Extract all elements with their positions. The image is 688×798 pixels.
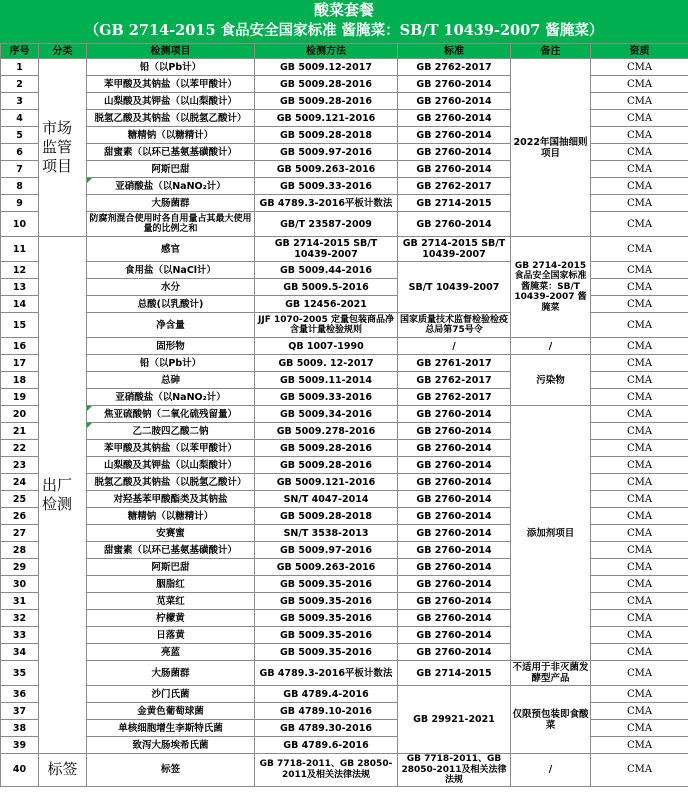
- qualification-cell: CMA: [591, 423, 688, 440]
- qualification-cell: CMA: [591, 457, 688, 474]
- standard-cell: GB 7718-2011、GB 28050-2011及相关法律法规: [398, 754, 511, 787]
- test-method-cell: GB 4789.6-2016: [255, 737, 398, 754]
- test-item-cell: 亚硝酸盐（以NaNO₂计）: [87, 178, 255, 195]
- remark-cell: 2022年国抽细则项目: [511, 59, 591, 237]
- remark-cell: 添加剂项目: [511, 406, 591, 661]
- row-number: 11: [1, 237, 39, 262]
- test-item-cell: 阿斯巴甜: [87, 559, 255, 576]
- row-number: 16: [1, 338, 39, 355]
- test-item-cell: 单核细胞增生李斯特氏菌: [87, 720, 255, 737]
- standard-cell: GB 2762-2017: [398, 59, 511, 76]
- test-item-cell: 亮蓝: [87, 644, 255, 661]
- standard-cell: GB 2762-2017: [398, 372, 511, 389]
- standard-cell: SB/T 10439-2007: [398, 262, 511, 313]
- test-item-cell: 金黄色葡萄球菌: [87, 703, 255, 720]
- row-number: 24: [1, 474, 39, 491]
- row-number: 19: [1, 389, 39, 406]
- row-number: 6: [1, 144, 39, 161]
- qualification-cell: CMA: [591, 525, 688, 542]
- standard-cell: GB 2760-2014: [398, 161, 511, 178]
- standard-cell: GB 2760-2014: [398, 457, 511, 474]
- standard-cell: GB 2762-2017: [398, 389, 511, 406]
- standard-cell: GB 2760-2014: [398, 76, 511, 93]
- header-cell: 分类: [39, 44, 87, 59]
- title-banner: [0, 0, 688, 43]
- package-subtitle: （GB 2714-2015 食品安全国家标准 酱腌菜：SB/T 10439-2007 酱腌菜）: [84, 22, 604, 39]
- header-cell: 备注: [511, 44, 591, 59]
- row-number: 4: [1, 110, 39, 127]
- test-method-cell: SN/T 4047-2014: [255, 491, 398, 508]
- test-method-cell: GB 5009.97-2016: [255, 542, 398, 559]
- test-item-cell: 对羟基苯甲酸酯类及其钠盐: [87, 491, 255, 508]
- qualification-cell: CMA: [591, 355, 688, 372]
- qualification-cell: CMA: [591, 195, 688, 212]
- test-method-cell: GB 5009.28-2016: [255, 93, 398, 110]
- qualification-cell: CMA: [591, 661, 688, 686]
- qualification-cell: CMA: [591, 93, 688, 110]
- test-item-cell: 胭脂红: [87, 576, 255, 593]
- standard-cell: GB 2760-2014: [398, 627, 511, 644]
- category-cell: 市场监管项目: [39, 59, 87, 237]
- test-item-cell: 焦亚硫酸钠（二氧化硫残留量）: [87, 406, 255, 423]
- table-row: [1, 754, 688, 787]
- qualification-cell: CMA: [591, 279, 688, 296]
- qualification-cell: CMA: [591, 144, 688, 161]
- table-row: [1, 237, 688, 262]
- standard-cell: GB 2714-2015: [398, 195, 511, 212]
- test-method-cell: GB 4789.4-2016: [255, 686, 398, 703]
- row-number: 1: [1, 59, 39, 76]
- test-method-cell: GB 5009.121-2016: [255, 474, 398, 491]
- qualification-cell: CMA: [591, 313, 688, 338]
- table-row: [1, 338, 688, 355]
- test-item-cell: 甜蜜素（以环已基氨基磺酸计）: [87, 542, 255, 559]
- test-method-cell: GB 5009.28-2018: [255, 508, 398, 525]
- test-method-cell: GB 5009.33-2016: [255, 178, 398, 195]
- row-number: 31: [1, 593, 39, 610]
- test-method-cell: GB/T 23587-2009: [255, 212, 398, 237]
- row-number: 18: [1, 372, 39, 389]
- qualification-cell: CMA: [591, 720, 688, 737]
- test-method-cell: GB 5009.5-2016: [255, 279, 398, 296]
- test-item-cell: 山梨酸及其钾盐（以山梨酸计）: [87, 457, 255, 474]
- test-item-cell: 沙门氏菌: [87, 686, 255, 703]
- qualification-cell: CMA: [591, 372, 688, 389]
- test-item-cell: 铅（以Pb计）: [87, 355, 255, 372]
- standard-cell: GB 2762-2017: [398, 178, 511, 195]
- qualification-cell: CMA: [591, 610, 688, 627]
- test-item-cell: 苯甲酸及其钠盐（以苯甲酸计）: [87, 440, 255, 457]
- row-number: 37: [1, 703, 39, 720]
- remark-cell: 不适用于非灭菌发酵型产品: [512, 662, 589, 684]
- row-number: 29: [1, 559, 39, 576]
- qualification-cell: CMA: [591, 127, 688, 144]
- qualification-cell: CMA: [591, 627, 688, 644]
- qualification-cell: CMA: [591, 542, 688, 559]
- header-cell: 标准: [398, 44, 511, 59]
- qualification-cell: CMA: [591, 178, 688, 195]
- table-row: [1, 686, 688, 703]
- test-method-cell: GB 2714-2015 SB/T 10439-2007: [255, 237, 398, 262]
- header-cell: 序号: [1, 44, 39, 59]
- test-method-cell: GB 7718-2011、GB 28050-2011及相关法律法规: [255, 754, 398, 787]
- test-item-cell: 阿斯巴甜: [87, 161, 255, 178]
- test-item-cell: 苋菜红: [87, 593, 255, 610]
- qualification-cell: CMA: [591, 440, 688, 457]
- test-item-cell: 致泻大肠埃希氏菌: [87, 737, 255, 754]
- standard-cell: GB 2760-2014: [398, 110, 511, 127]
- row-number: 36: [1, 686, 39, 703]
- row-number: 28: [1, 542, 39, 559]
- standard-cell: GB 2760-2014: [398, 127, 511, 144]
- row-number: 15: [1, 313, 39, 338]
- row-number: 38: [1, 720, 39, 737]
- header-cell: 检测项目: [87, 44, 255, 59]
- row-number: 10: [1, 212, 39, 237]
- row-number: 9: [1, 195, 39, 212]
- test-item-cell: 苯甲酸及其钠盐（以苯甲酸计）: [87, 76, 255, 93]
- qualification-cell: CMA: [591, 338, 688, 355]
- test-item-cell: 固形物: [87, 338, 255, 355]
- test-method-cell: GB 5009.28-2016: [255, 76, 398, 93]
- test-method-cell: GB 5009.34-2016: [255, 406, 398, 423]
- qualification-cell: CMA: [591, 406, 688, 423]
- row-number: 39: [1, 737, 39, 754]
- row-number: 22: [1, 440, 39, 457]
- standard-cell: GB 29921-2021: [398, 686, 511, 754]
- qualification-cell: CMA: [591, 754, 688, 787]
- category-cell: 出厂检测: [39, 237, 87, 754]
- qualification-cell: CMA: [591, 389, 688, 406]
- remark-cell: 仅限预包装即食酸菜: [511, 686, 591, 754]
- test-method-cell: GB 5009.28-2018: [255, 127, 398, 144]
- standard-cell: GB 2760-2014: [398, 525, 511, 542]
- row-number: 33: [1, 627, 39, 644]
- test-method-cell: GB 12456-2021: [255, 296, 398, 313]
- test-item-cell: 脱氢乙酸及其钠盐（以脱氢乙酸计）: [87, 474, 255, 491]
- qualification-cell: CMA: [591, 474, 688, 491]
- standard-cell: 国家质量技术监督检验检疫总局第75号令: [398, 313, 511, 338]
- category-cell: 标签: [39, 754, 87, 787]
- qualification-cell: CMA: [591, 703, 688, 720]
- test-method-cell: GB 5009.28-2016: [255, 440, 398, 457]
- qualification-cell: CMA: [591, 110, 688, 127]
- standard-cell: GB 2760-2014: [398, 576, 511, 593]
- test-method-cell: GB 5009.28-2016: [255, 457, 398, 474]
- standard-cell: GB 2760-2014: [398, 423, 511, 440]
- header-row: [1, 44, 688, 59]
- table-row: [1, 661, 688, 686]
- qualification-cell: CMA: [591, 737, 688, 754]
- test-items-table: [0, 43, 688, 787]
- standard-cell: GB 2714-2015: [398, 661, 511, 686]
- qualification-cell: CMA: [591, 593, 688, 610]
- test-method-cell: GB 5009.278-2016: [255, 423, 398, 440]
- row-number: 20: [1, 406, 39, 423]
- row-number: 2: [1, 76, 39, 93]
- qualification-cell: CMA: [591, 686, 688, 703]
- qualification-cell: CMA: [591, 296, 688, 313]
- row-number: 27: [1, 525, 39, 542]
- test-method-cell: GB 5009.97-2016: [255, 144, 398, 161]
- standard-cell: GB 2760-2014: [398, 212, 511, 237]
- test-item-cell: 柠檬黄: [87, 610, 255, 627]
- row-number: 12: [1, 262, 39, 279]
- qualification-cell: CMA: [591, 559, 688, 576]
- row-number: 8: [1, 178, 39, 195]
- standard-cell: GB 2760-2014: [398, 610, 511, 627]
- test-item-cell: 安赛蜜: [87, 525, 255, 542]
- test-item-cell: 净含量: [87, 313, 255, 338]
- remark-cell: GB 2714-2015 食品安全国家标准 酱腌菜：SB/T 10439-2007 酱腌菜: [511, 237, 591, 338]
- package-title: 酸菜套餐: [313, 1, 374, 19]
- standard-cell: GB 2760-2014: [398, 593, 511, 610]
- standard-cell: GB 2761-2017: [398, 355, 511, 372]
- standard-cell: GB 2714-2015 SB/T 10439-2007: [398, 237, 511, 262]
- table-row: [1, 406, 688, 423]
- test-method-cell: GB 5009.35-2016: [255, 644, 398, 661]
- standard-cell: GB 2760-2014: [398, 542, 511, 559]
- table-row: [1, 355, 688, 372]
- row-number: 35: [1, 661, 39, 686]
- standard-cell: GB 2760-2014: [398, 144, 511, 161]
- test-method-cell: JJF 1070-2005 定量包装商品净含量计量检验规则: [255, 313, 398, 338]
- row-number: 13: [1, 279, 39, 296]
- test-method-cell: GB 5009.263-2016: [255, 559, 398, 576]
- row-number: 17: [1, 355, 39, 372]
- qualification-cell: CMA: [591, 508, 688, 525]
- remark-cell: /: [511, 338, 591, 355]
- remark-cell: 污染物: [511, 355, 591, 406]
- row-number: 32: [1, 610, 39, 627]
- qualification-cell: CMA: [591, 576, 688, 593]
- row-number: 40: [1, 754, 39, 787]
- test-method-cell: GB 4789.3-2016平板计数法: [255, 195, 398, 212]
- test-method-cell: GB 5009.35-2016: [255, 576, 398, 593]
- test-item-cell: 总砷: [87, 372, 255, 389]
- qualification-cell: CMA: [591, 262, 688, 279]
- row-number: 3: [1, 93, 39, 110]
- test-item-cell: 日落黄: [87, 627, 255, 644]
- test-method-cell: GB 5009.35-2016: [255, 610, 398, 627]
- header-cell: 检测方法: [255, 44, 398, 59]
- row-number: 30: [1, 576, 39, 593]
- row-number: 5: [1, 127, 39, 144]
- standard-cell: GB 2760-2014: [398, 93, 511, 110]
- test-item-cell: 糖精钠（以糖精计）: [87, 508, 255, 525]
- qualification-cell: CMA: [591, 237, 688, 262]
- standard-cell: GB 2760-2014: [398, 440, 511, 457]
- test-item-cell: 食用盐（以NaCl计）: [87, 262, 255, 279]
- qualification-cell: CMA: [591, 161, 688, 178]
- standard-cell: GB 2760-2014: [398, 491, 511, 508]
- row-number: 21: [1, 423, 39, 440]
- test-method-cell: GB 5009.11-2014: [255, 372, 398, 389]
- table-row: [1, 59, 688, 76]
- test-item-cell: 总酸(以乳酸计): [87, 296, 255, 313]
- test-item-cell: 水分: [87, 279, 255, 296]
- test-item-cell: 大肠菌群: [87, 195, 255, 212]
- remark-cell: /: [511, 754, 591, 787]
- standard-cell: GB 2760-2014: [398, 474, 511, 491]
- qualification-cell: CMA: [591, 644, 688, 661]
- standard-cell: GB 2760-2014: [398, 508, 511, 525]
- test-item-cell: 糖精钠（以糖精计）: [87, 127, 255, 144]
- row-number: 23: [1, 457, 39, 474]
- qualification-cell: CMA: [591, 212, 688, 237]
- standard-cell: GB 2760-2014: [398, 406, 511, 423]
- test-item-cell: 防腐剂混合使用时各自用量占其最大使用量的比例之和: [87, 212, 255, 237]
- test-item-cell: 亚硝酸盐（以NaNO₂计）: [87, 389, 255, 406]
- test-item-cell: 感官: [87, 237, 255, 262]
- test-item-cell: 标签: [87, 754, 255, 787]
- test-item-cell: 脱氢乙酸及其钠盐（以脱氢乙酸计）: [87, 110, 255, 127]
- test-method-cell: GB 5009.33-2016: [255, 389, 398, 406]
- test-method-cell: GB 4789.3-2016平板计数法: [255, 661, 398, 686]
- qualification-cell: CMA: [591, 76, 688, 93]
- test-method-cell: GB 4789.10-2016: [255, 703, 398, 720]
- row-number: 34: [1, 644, 39, 661]
- row-number: 26: [1, 508, 39, 525]
- test-method-cell: GB 5009. 12-2017: [255, 355, 398, 372]
- test-item-cell: 甜蜜素（以环已基氨基磺酸计）: [87, 144, 255, 161]
- header-cell: 资质: [591, 44, 688, 59]
- standard-cell: /: [398, 338, 511, 355]
- test-item-cell: 铅（以Pb计）: [87, 59, 255, 76]
- test-method-cell: GB 4789.30-2016: [255, 720, 398, 737]
- row-number: 14: [1, 296, 39, 313]
- test-item-cell: 山梨酸及其钾盐（以山梨酸计）: [87, 93, 255, 110]
- test-method-cell: GB 5009.35-2016: [255, 593, 398, 610]
- test-method-cell: SN/T 3538-2013: [255, 525, 398, 542]
- row-number: 7: [1, 161, 39, 178]
- test-method-cell: GB 5009.44-2016: [255, 262, 398, 279]
- qualification-cell: CMA: [591, 491, 688, 508]
- standard-cell: GB 2760-2014: [398, 559, 511, 576]
- test-method-cell: GB 5009.263-2016: [255, 161, 398, 178]
- test-method-cell: GB 5009.121-2016: [255, 110, 398, 127]
- test-method-cell: GB 5009.12-2017: [255, 59, 398, 76]
- row-number: 25: [1, 491, 39, 508]
- test-method-cell: GB 5009.35-2016: [255, 627, 398, 644]
- test-item-cell: 乙二胺四乙酸二钠: [87, 423, 255, 440]
- standard-cell: GB 2760-2014: [398, 644, 511, 661]
- test-method-cell: QB 1007-1990: [255, 338, 398, 355]
- qualification-cell: CMA: [591, 59, 688, 76]
- test-item-cell: 大肠菌群: [87, 661, 255, 686]
